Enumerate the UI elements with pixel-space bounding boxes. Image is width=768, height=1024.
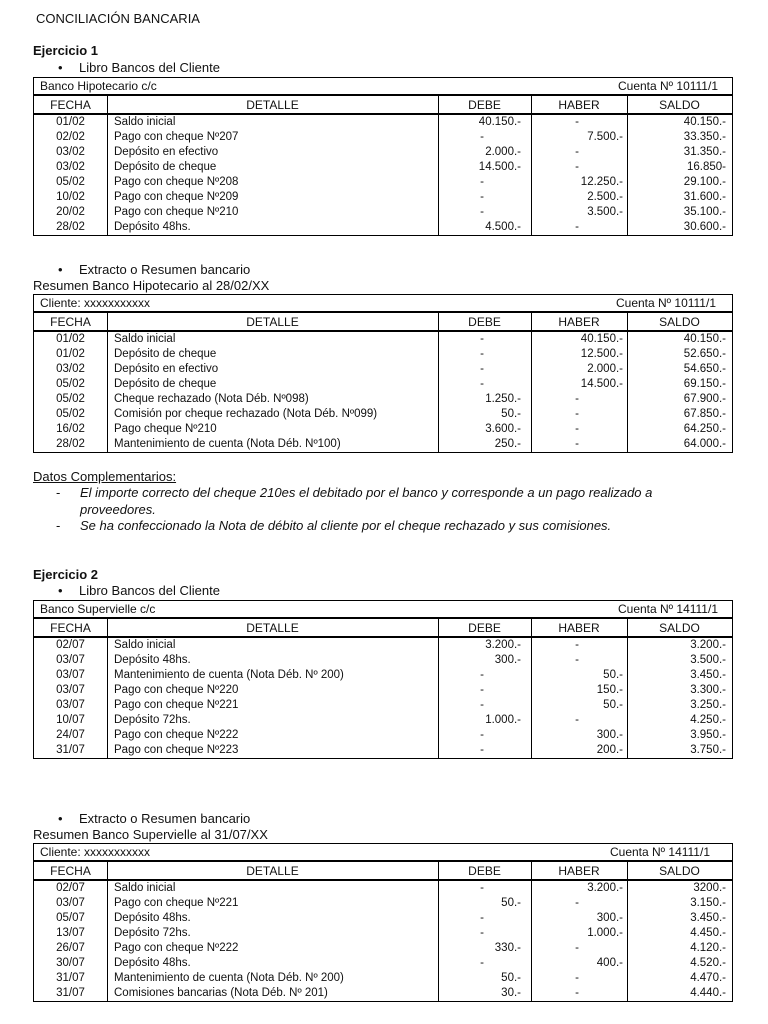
column-divider [531,881,532,1001]
header-fecha: FECHA [50,98,91,112]
cell-haber: - [575,221,579,233]
cell-haber: 300.- [596,729,623,741]
ex2-libro-header [33,618,733,637]
cell-fecha: 31/07 [56,972,85,984]
cell-haber: 12.500.- [580,348,623,360]
cell-debe: - [480,729,484,741]
ex1-libro-bullet: • Libro Bancos del Cliente [58,60,220,75]
cell-detalle: Pago con cheque Nº207 [114,131,239,143]
cell-fecha: 05/02 [56,393,85,405]
column-divider [107,862,108,879]
cell-fecha: 05/02 [56,176,85,188]
header-saldo: SALDO [659,315,700,329]
cell-detalle: Pago con cheque Nº221 [114,897,239,909]
cell-debe: - [480,333,484,345]
cell-haber: 7.500.- [587,131,623,143]
header-fecha: FECHA [50,864,91,878]
column-divider [438,881,439,1001]
cell-fecha: 03/02 [56,161,85,173]
cell-debe: 1.000.- [485,714,521,726]
cell-debe: - [480,699,484,711]
note-1-continued: proveedores. [80,502,156,517]
cell-debe: - [480,191,484,203]
ex2-extracto-account-bar [33,843,733,861]
cell-saldo: 4.450.- [690,927,726,939]
cell-haber: - [575,972,579,984]
ex2-extracto-account-number: Cuenta Nº 14111/1 [609,845,710,859]
column-divider [531,862,532,879]
cell-saldo: 4.120.- [690,942,726,954]
ex2-extracto-subtitle: Resumen Banco Supervielle al 31/07/XX [33,827,268,842]
header-haber: HABER [558,98,600,112]
cell-saldo: 3.450.- [690,669,726,681]
cell-fecha: 16/02 [56,423,85,435]
cell-haber: 200.- [596,744,623,756]
cell-detalle: Depósito 48hs. [114,957,191,969]
cell-fecha: 10/02 [56,191,85,203]
cell-detalle: Mantenimiento de cuenta (Nota Déb. Nº 200) [114,669,344,681]
cell-fecha: 31/07 [56,744,85,756]
column-divider [438,638,439,758]
cell-detalle: Mantenimiento de cuenta (Nota Déb. Nº 200) [114,972,344,984]
cell-haber: - [575,393,579,405]
cell-saldo: 4.520.- [690,957,726,969]
ex1-extracto-subtitle: Resumen Banco Hipotecario al 28/02/XX [33,278,270,293]
cell-haber: - [575,423,579,435]
cell-fecha: 03/07 [56,654,85,666]
cell-fecha: 28/02 [56,221,85,233]
cell-saldo: 64.250.- [683,423,726,435]
cell-debe: - [480,131,484,143]
cell-detalle: Saldo inicial [114,882,176,894]
ex2-libro-table [33,637,733,759]
cell-debe: - [480,206,484,218]
header-detalle: DETALLE [246,864,299,878]
column-divider [438,115,439,235]
cell-haber: - [575,438,579,450]
ex1-libro-account-bar [33,77,733,95]
cell-haber: - [575,897,579,909]
cell-debe: - [480,363,484,375]
cell-haber: 50.- [603,669,623,681]
cell-fecha: 03/07 [56,669,85,681]
header-haber: HABER [558,864,600,878]
cell-haber: - [575,161,579,173]
cell-debe: 30.- [501,987,521,999]
column-divider [627,115,628,235]
cell-debe: - [480,744,484,756]
cell-saldo: 3.500.- [690,654,726,666]
cell-haber: - [575,408,579,420]
exercise-1-title: Ejercicio 1 [33,43,99,58]
cell-fecha: 01/02 [56,348,85,360]
column-divider [438,862,439,879]
cell-saldo: 35.100.- [683,206,726,218]
cell-detalle: Depósito de cheque [114,161,217,173]
column-divider [438,313,439,330]
cell-saldo: 29.100.- [683,176,726,188]
cell-saldo: 3.300.- [690,684,726,696]
cell-saldo: 3.950.- [690,729,726,741]
cell-haber: 14.500.- [580,378,623,390]
ex2-extracto-client: Cliente: xxxxxxxxxxx [40,845,151,859]
cell-haber: - [575,942,579,954]
cell-haber: - [575,639,579,651]
column-divider [627,638,628,758]
document-title: CONCILIACIÓN BANCARIA [36,11,200,26]
cell-fecha: 03/07 [56,684,85,696]
cell-detalle: Pago con cheque Nº210 [114,206,239,218]
cell-haber: 12.250.- [580,176,623,188]
column-divider [107,881,108,1001]
cell-haber: - [575,116,579,128]
ex2-libro-account-bar [33,600,733,618]
column-divider [438,96,439,113]
cell-saldo: 16.850- [686,161,726,173]
column-divider [107,115,108,235]
cell-debe: - [480,957,484,969]
cell-saldo: 3.150.- [690,897,726,909]
column-divider [627,862,628,879]
cell-fecha: 05/02 [56,408,85,420]
column-divider [107,332,108,452]
cell-saldo: 33.350.- [683,131,726,143]
ex1-libro-table [33,114,733,236]
ex2-extracto-header [33,861,733,880]
cell-haber: 400.- [596,957,623,969]
note-1: - El importe correcto del cheque 210es el debitado por el banco y corresponde a un pago realizado a [56,485,653,500]
column-divider [531,115,532,235]
cell-haber: 3.200.- [587,882,623,894]
header-detalle: DETALLE [246,315,299,329]
ex2-libro-account-name: Banco Supervielle c/c [40,602,156,616]
cell-fecha: 02/02 [56,131,85,143]
cell-haber: 1.000.- [587,927,623,939]
cell-fecha: 03/02 [56,146,85,158]
header-haber: HABER [558,621,600,635]
cell-fecha: 13/07 [56,927,85,939]
cell-fecha: 10/07 [56,714,85,726]
header-saldo: SALDO [659,98,700,112]
cell-haber: 40.150.- [580,333,623,345]
column-divider [627,96,628,113]
cell-debe: - [480,378,484,390]
cell-fecha: 01/02 [56,333,85,345]
cell-detalle: Depósito 48hs. [114,912,191,924]
cell-debe: 250.- [494,438,521,450]
cell-haber: 2.500.- [587,191,623,203]
ex2-extracto-table [33,880,733,1002]
cell-saldo: 3.450.- [690,912,726,924]
header-debe: DEBE [468,315,501,329]
header-debe: DEBE [468,98,501,112]
cell-saldo: 40.150.- [683,116,726,128]
cell-detalle: Depósito de cheque [114,348,217,360]
cell-debe: 2.000.- [485,146,521,158]
header-fecha: FECHA [50,315,91,329]
cell-saldo: 40.150.- [683,333,726,345]
header-saldo: SALDO [659,621,700,635]
cell-detalle: Pago con cheque Nº221 [114,699,239,711]
cell-detalle: Pago con cheque Nº222 [114,729,239,741]
column-divider [627,881,628,1001]
exercise-2-title: Ejercicio 2 [33,567,99,582]
cell-detalle: Pago con cheque Nº208 [114,176,239,188]
column-divider [627,619,628,636]
cell-detalle: Depósito de cheque [114,378,217,390]
cell-haber: - [575,654,579,666]
cell-detalle: Depósito 72hs. [114,714,191,726]
cell-saldo: 64.000.- [683,438,726,450]
column-divider [438,619,439,636]
cell-haber: - [575,146,579,158]
cell-fecha: 02/07 [56,882,85,894]
cell-saldo: 3.200.- [690,639,726,651]
cell-detalle: Pago con cheque Nº220 [114,684,239,696]
cell-detalle: Depósito 48hs. [114,221,191,233]
cell-saldo: 4.250.- [690,714,726,726]
column-divider [627,332,628,452]
cell-saldo: 67.900.- [683,393,726,405]
column-divider [531,96,532,113]
cell-saldo: 3.750.- [690,744,726,756]
cell-debe: - [480,348,484,360]
cell-debe: - [480,176,484,188]
column-divider [531,619,532,636]
cell-debe: - [480,684,484,696]
column-divider [438,332,439,452]
header-detalle: DETALLE [246,98,299,112]
cell-detalle: Depósito 72hs. [114,927,191,939]
ex1-extracto-table [33,331,733,453]
cell-debe: 50.- [501,897,521,909]
header-fecha: FECHA [50,621,91,635]
cell-saldo: 3.250.- [690,699,726,711]
cell-saldo: 31.600.- [683,191,726,203]
cell-saldo: 3200.- [693,882,726,894]
cell-detalle: Pago con cheque Nº209 [114,191,239,203]
cell-fecha: 26/07 [56,942,85,954]
cell-debe: 330.- [494,942,521,954]
cell-debe: 300.- [494,654,521,666]
cell-haber: - [575,987,579,999]
cell-fecha: 03/07 [56,897,85,909]
cell-detalle: Depósito en efectivo [114,146,219,158]
column-divider [107,96,108,113]
cell-detalle: Depósito 48hs. [114,654,191,666]
ex1-libro-account-number: Cuenta Nº 10111/1 [617,79,718,93]
cell-debe: 14.500.- [478,161,521,173]
cell-haber: - [575,714,579,726]
cell-detalle: Cheque rechazado (Nota Déb. Nº098) [114,393,309,405]
header-haber: HABER [558,315,600,329]
cell-haber: 150.- [596,684,623,696]
cell-fecha: 31/07 [56,987,85,999]
cell-debe: 50.- [501,972,521,984]
cell-debe: 3.200.- [485,639,521,651]
cell-saldo: 67.850.- [683,408,726,420]
cell-saldo: 54.650.- [683,363,726,375]
cell-debe: 4.500.- [485,221,521,233]
cell-fecha: 05/02 [56,378,85,390]
column-divider [627,313,628,330]
header-saldo: SALDO [659,864,700,878]
cell-haber: 2.000.- [587,363,623,375]
cell-debe: 50.- [501,408,521,420]
cell-debe: 3.600.- [485,423,521,435]
cell-fecha: 03/02 [56,363,85,375]
header-debe: DEBE [468,621,501,635]
cell-detalle: Saldo inicial [114,116,176,128]
notes-title: Datos Complementarios: [33,469,177,484]
ex1-extracto-account-number: Cuenta Nº 10111/1 [615,296,716,310]
cell-detalle: Pago con cheque Nº222 [114,942,239,954]
ex1-extracto-header [33,312,733,331]
cell-detalle: Pago con cheque Nº223 [114,744,239,756]
cell-fecha: 02/07 [56,639,85,651]
column-divider [531,638,532,758]
cell-saldo: 4.470.- [690,972,726,984]
ex2-extracto-bullet: • Extracto o Resumen bancario [58,811,251,826]
cell-saldo: 30.600.- [683,221,726,233]
note-2: - Se ha confeccionado la Nota de débito al cliente por el cheque rechazado y sus comisiones. [56,518,612,533]
cell-fecha: 24/07 [56,729,85,741]
cell-saldo: 69.150.- [683,378,726,390]
cell-fecha: 01/02 [56,116,85,128]
cell-fecha: 05/07 [56,912,85,924]
column-divider [107,619,108,636]
cell-debe: - [480,669,484,681]
ex1-extracto-account-bar [33,294,733,312]
column-divider [531,313,532,330]
cell-debe: 1.250.- [485,393,521,405]
cell-debe: - [480,927,484,939]
cell-detalle: Saldo inicial [114,639,176,651]
column-divider [107,313,108,330]
cell-fecha: 20/02 [56,206,85,218]
cell-debe: 40.150.- [478,116,521,128]
column-divider [107,638,108,758]
header-detalle: DETALLE [246,621,299,635]
cell-detalle: Comisiones bancarias (Nota Déb. Nº 201) [114,987,328,999]
ex2-libro-account-number: Cuenta Nº 14111/1 [617,602,718,616]
cell-fecha: 28/02 [56,438,85,450]
cell-debe: - [480,882,484,894]
cell-saldo: 31.350.- [683,146,726,158]
cell-haber: 300.- [596,912,623,924]
cell-haber: 50.- [603,699,623,711]
cell-saldo: 52.650.- [683,348,726,360]
cell-haber: 3.500.- [587,206,623,218]
cell-saldo: 4.440.- [690,987,726,999]
cell-detalle: Depósito en efectivo [114,363,219,375]
ex2-libro-bullet: • Libro Bancos del Cliente [58,583,220,598]
cell-detalle: Comisión por cheque rechazado (Nota Déb. Nº099) [114,408,378,420]
ex1-libro-account-name: Banco Hipotecario c/c [40,79,157,93]
header-debe: DEBE [468,864,501,878]
cell-fecha: 03/07 [56,699,85,711]
ex1-libro-header [33,95,733,114]
cell-fecha: 30/07 [56,957,85,969]
ex1-extracto-client: Cliente: xxxxxxxxxxx [40,296,151,310]
cell-detalle: Saldo inicial [114,333,176,345]
cell-detalle: Pago cheque Nº210 [114,423,217,435]
cell-debe: - [480,912,484,924]
cell-detalle: Mantenimiento de cuenta (Nota Déb. Nº100) [114,438,341,450]
ex1-extracto-bullet: • Extracto o Resumen bancario [58,262,251,277]
column-divider [531,332,532,452]
